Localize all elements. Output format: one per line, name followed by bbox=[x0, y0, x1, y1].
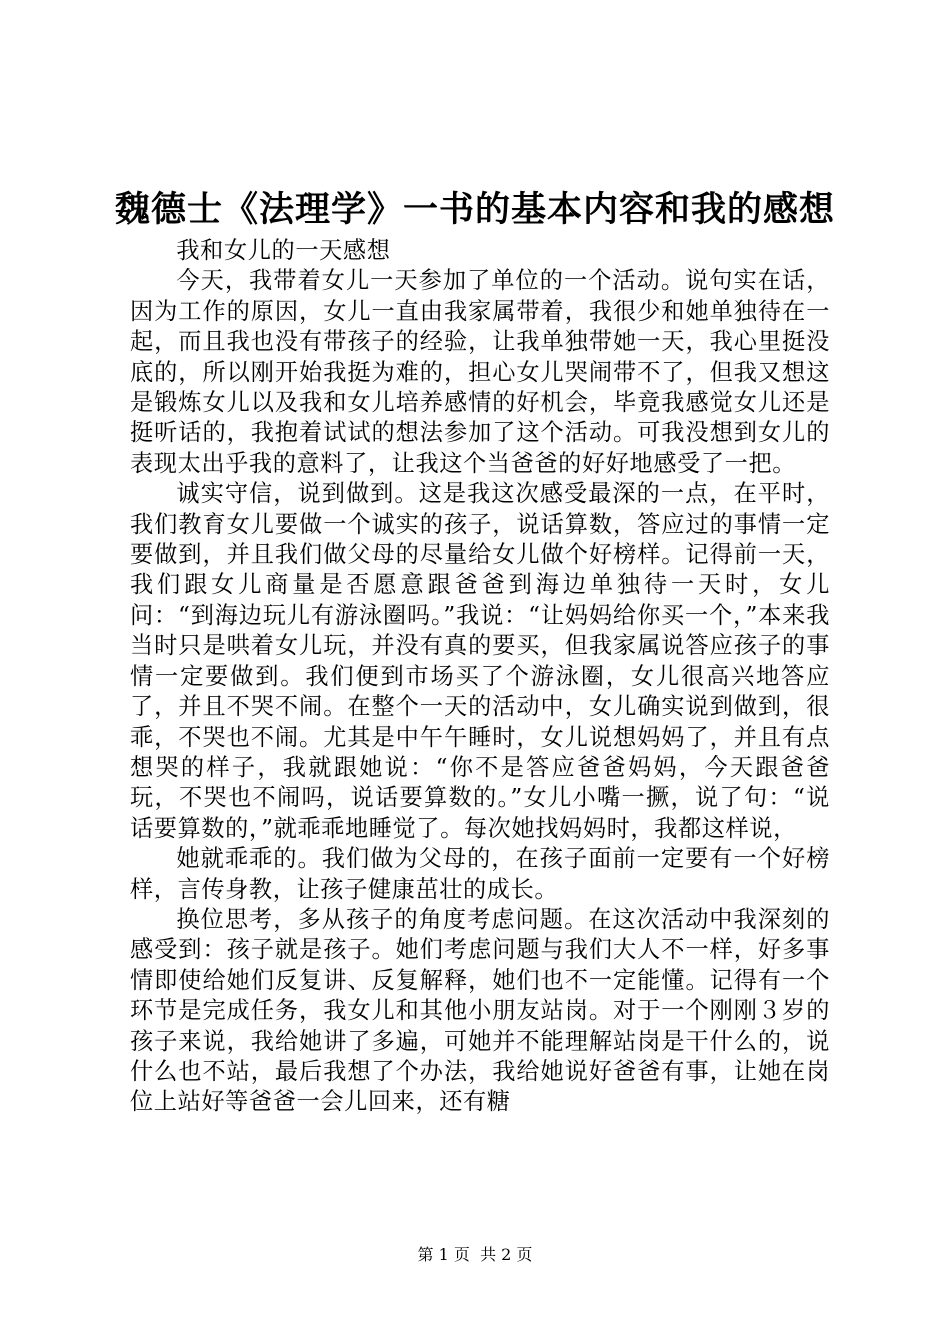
document-body bbox=[130, 236, 830, 1118]
paragraph: 诚实守信，说到做到。这是我这次感受最深的一点，在平时，我们教育女儿要做一个诚实的孩子，说话算数，答应过的事情一定要做到，并且我们做父母的尽量给女儿做个好榜样。记得前一天，我们跟女儿商量是否愿意跟爸爸到海边单独待一天时，女儿问：“到海边玩儿有游泳圈吗。”我说：“让妈妈给你买一个，”本来我当时只是哄着女儿玩，并没有真的要买，但我家属说答应孩子的事情一定要做到。我们便到市场买了个游泳圈，女儿很高兴地答应了，并且不哭不闹。在整个一天的活动中，女儿确实说到做到，很乖，不哭也不闹。尤其是中午午睡时，女儿说想妈妈了，并且有点想哭的样子，我就跟她说：“你不是答应爸爸妈妈，今天跟爸爸玩，不哭也不闹吗，说话要算数的。”女儿小嘴一撅，说了句：“说话要算数的，”就乖乖地睡觉了。每次她找妈妈时，我都这样说， bbox=[130, 480, 830, 842]
paragraph: 她就乖乖的。我们做为父母的，在孩子面前一定要有一个好榜样，言传身教，让孩子健康茁壮的成长。 bbox=[130, 845, 830, 903]
page-number-footer: 第 1 页 共 2 页 bbox=[417, 1245, 533, 1264]
paragraph: 今天，我带着女儿一天参加了单位的一个活动。说句实在话，因为工作的原因，女儿一直由我家属带着，我很少和她单独待在一起，而且我也没有带孩子的经验，让我单独带她一天，我心里挺没底的，所以刚开始我挺为难的，担心女儿哭闹带不了，但我又想这是锻炼女儿以及我和女儿培养感情的好机会，毕竟我感觉女儿还是挺听话的，我抱着试试的想法参加了这个活动。可我没想到女儿的表现太出乎我的意料了，让我这个当爸爸的好好地感受了一把。 bbox=[130, 267, 830, 477]
document-title: 魏德士《法理学》一书的基本内容和我的感想 bbox=[114, 189, 835, 230]
paragraph-subtitle: 我和女儿的一天感想 bbox=[176, 237, 391, 264]
paragraph: 换位思考，多从孩子的角度考虑问题。在这次活动中我深刻的感受到：孩子就是孩子。她们考虑问题与我们大人不一样，好多事情即使给她们反复讲、反复解释，她们也不一定能懂。记得有一个环节是完成任务，我女儿和其他小朋友站岗。对于一个刚刚３岁的孩子来说，我给她讲了多遍，可她并不能理解站岗是干什么的，说什么也不站，最后我想了个办法，我给她说好爸爸有事，让她在岗位上站好等爸爸一会儿回来，还有糖 bbox=[130, 905, 830, 1116]
